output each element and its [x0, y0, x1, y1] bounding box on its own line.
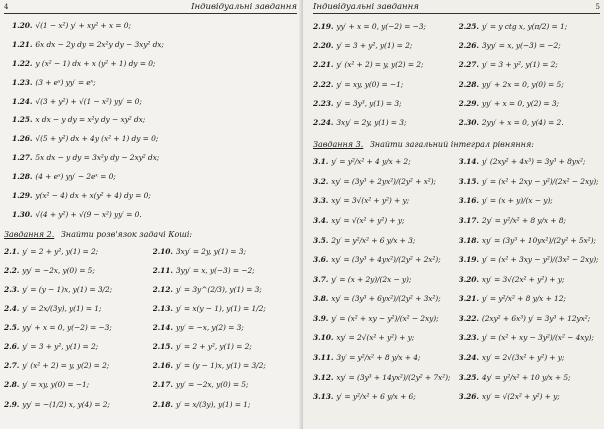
exercise-equation: √(5 + y²) dx + 4y (x² + 1) dy = 0; [35, 134, 159, 144]
right-page [303, 0, 604, 429]
exercise-number: 3.15. [458, 176, 479, 186]
exercise-number: 1.28. [12, 172, 33, 182]
exercise-item [313, 55, 455, 74]
exercise-number: 2.14. [152, 323, 173, 333]
exercise-number: 3.24. [458, 353, 479, 363]
exercise-list-1 [4, 17, 297, 225]
exercise-item [4, 395, 149, 414]
exercise-equation: 4y′ = y²/x² + 10 y/x + 5; [481, 372, 571, 382]
exercise-item [313, 113, 455, 132]
exercise-number: 2.11. [152, 265, 173, 275]
exercise-equation: xy′ = 3√(2x² + y²) + y; [481, 274, 565, 284]
exercise-equation: xy′ = 3√(x² + y²) + y; [331, 196, 410, 206]
exercise-item [459, 36, 601, 55]
exercise-equation: √(4 + y²) + √(9 − x²) yy′ = 0. [35, 209, 142, 219]
section-3-heading [313, 140, 600, 149]
exercise-equation: yy′ + x = 0, y(−2) = −3; [22, 323, 112, 333]
exercise-item [4, 36, 297, 55]
exercise-equation: y′ = 3 + y², y(1) = 2; [336, 41, 413, 51]
exercise-number: 3.23. [458, 333, 479, 343]
exercise-number: 3.20. [458, 274, 479, 284]
exercise-item [459, 309, 601, 329]
section-2-label: Завдання 2. [4, 229, 55, 239]
exercise-number: 3.16. [458, 196, 479, 206]
exercise-item [4, 149, 297, 168]
exercise-equation: y′ = 2 + y², y(1) = 2; [22, 246, 99, 256]
exercise-equation: y′ = 3 + y², y(1) = 2; [481, 60, 558, 70]
exercise-equation: yy′ + x = 0, y(−2) = −3; [336, 22, 426, 31]
exercise-number: 3.11. [313, 353, 334, 363]
exercise-item [313, 191, 455, 211]
exercise-number: 1.26. [12, 134, 33, 144]
exercise-item [313, 36, 455, 55]
exercise-item [459, 348, 601, 368]
exercise-equation: xy′ = (3y³ + 4yx²)/(2y² + 2x²); [331, 255, 441, 265]
exercise-equation: y′ = (x² + xy − y²)/(x² − 2xy); [331, 313, 439, 323]
exercise-equation: 2yy′ + x = 0, y(4) = 2. [481, 117, 564, 127]
exercise-number: 3.22. [458, 313, 479, 323]
exercise-number: 2.12. [152, 284, 173, 294]
exercise-equation: y′ = (x² + xy − 3y²)/(x² − 4xy); [481, 333, 594, 343]
exercise-number: 2.17. [152, 380, 173, 390]
exercise-equation: y′ (x² + 2) = y, y(2) = 2; [336, 60, 424, 70]
exercise-number: 3.10. [313, 333, 334, 343]
exercise-number: 2.1. [4, 246, 20, 256]
exercise-equation: yy′ = −(1/2) x, y(4) = 2; [22, 399, 110, 409]
exercise-number: 2.13. [152, 304, 173, 314]
exercise-equation: y′ = y²/x² + 4 y/x + 2; [331, 157, 411, 167]
exercise-item [4, 261, 149, 280]
exercise-item [459, 211, 601, 231]
exercise-item [153, 375, 298, 394]
exercise-number: 1.24. [12, 96, 33, 106]
exercise-item [4, 242, 149, 261]
exercise-item [153, 318, 298, 337]
exercise-number: 3.3. [313, 196, 329, 206]
exercise-item [459, 368, 601, 388]
exercise-number: 2.23. [313, 98, 334, 108]
exercise-item [313, 368, 455, 388]
exercise-equation: xy′ = (3y³ + 2yx²)/(2y² + x²); [331, 176, 436, 186]
exercise-item [313, 387, 455, 407]
exercise-item [313, 75, 455, 94]
exercise-equation: y′ = y²/x² + 6 y/x + 6; [336, 392, 416, 402]
exercise-item [153, 299, 298, 318]
exercise-item [4, 111, 297, 130]
exercise-number: 2.22. [313, 79, 334, 89]
left-page-number: 4 [4, 3, 9, 11]
exercise-number: 3.25. [458, 372, 479, 382]
exercise-number: 2.18. [152, 399, 173, 409]
exercise-item [459, 152, 601, 172]
exercise-number: 3.14. [458, 157, 479, 167]
exercise-number: 3.6. [313, 255, 329, 265]
exercise-number: 2.25. [458, 22, 479, 31]
exercise-item [4, 187, 297, 206]
exercise-item [153, 395, 298, 414]
exercise-equation: (4 + eˣ) yy′ − 2eˣ = 0; [35, 172, 116, 182]
right-page-header [313, 0, 600, 14]
exercise-item [313, 94, 455, 113]
exercise-number: 3.13. [313, 392, 334, 402]
exercise-item [4, 130, 297, 149]
section-2-text: Знайти розв'язок задачі Коші: [60, 229, 193, 239]
exercise-number: 2.29. [458, 98, 479, 108]
exercise-item [4, 55, 297, 74]
exercise-equation: 3xy′ = 2y, y(1) = 3; [336, 117, 407, 127]
exercise-item [313, 231, 455, 251]
exercise-item [153, 242, 298, 261]
exercise-equation: xy′ = 2√(x² + y²) + y; [336, 333, 415, 343]
exercise-item [4, 17, 297, 36]
exercise-equation: 6x dx − 2y dy = 2x²y dy − 3xy² dx; [35, 39, 164, 49]
exercise-number: 2.3. [4, 284, 20, 294]
exercise-item [313, 289, 455, 309]
exercise-item [313, 309, 455, 329]
exercise-equation: y′ = x(y − 1), y(1) = 1/2; [175, 304, 266, 314]
exercise-number: 1.25. [12, 115, 33, 125]
exercise-number: 2.16. [152, 361, 173, 371]
exercise-number: 3.8. [313, 294, 329, 304]
exercise-item [153, 356, 298, 375]
exercise-number: 2.20. [313, 41, 334, 51]
exercise-equation: xy′ = (3y³ + 6yx²)/(2y² + 3x²); [331, 294, 441, 304]
exercise-equation: x dx − y dy = x²y dy − xy² dx; [35, 115, 146, 125]
exercise-equation: y′ = (x + y)/(x − y); [481, 196, 553, 206]
exercise-item [313, 270, 455, 290]
exercise-equation: √(1 − x²) y′ + xy² + x = 0; [35, 21, 131, 30]
exercise-number: 3.7. [313, 274, 329, 284]
exercise-item [153, 261, 298, 280]
exercise-equation: xy′ = (3y³ + 14yx²)/(2y² + 7x²); [336, 372, 451, 382]
section-3-label: Завдання 3. [313, 140, 364, 150]
exercise-number: 2.10. [152, 246, 173, 256]
exercise-item [459, 172, 601, 192]
exercise-number: 3.18. [458, 235, 479, 245]
exercise-number: 1.29. [12, 191, 33, 201]
exercise-item [459, 250, 601, 270]
exercise-equation: 3yy′ = x, y(−3) = −2; [481, 41, 561, 51]
exercise-item [4, 299, 149, 318]
exercise-number: 2.24. [313, 117, 334, 127]
exercise-number: 2.8. [4, 380, 20, 390]
exercise-number: 2.7. [4, 361, 20, 371]
exercise-item [153, 280, 298, 299]
exercise-item [4, 74, 297, 93]
exercise-number: 2.6. [4, 342, 20, 352]
exercise-item [313, 17, 455, 36]
exercise-equation: y′ (x² + 2) = y, y(2) = 2; [22, 361, 110, 371]
exercise-item [4, 280, 149, 299]
exercise-number: 2.15. [152, 342, 173, 352]
section-3-text: Знайти загальний інтеграл рівняння: [369, 140, 534, 150]
exercise-item [459, 17, 601, 36]
exercise-equation: (2xy² + 6x³) y′ = 3y³ + 12yx²; [481, 313, 591, 323]
exercise-equation: y′ = (x + 2y)/(2x − y); [331, 274, 412, 284]
exercise-item [4, 375, 149, 394]
exercise-item [4, 93, 297, 112]
exercise-number: 1.20. [12, 21, 33, 30]
exercise-equation: xy′ = √(x² + y²) + y; [331, 215, 405, 225]
exercise-equation: 2y′ = y²/x² + 6 y/x + 3; [331, 235, 416, 245]
exercise-number: 3.4. [313, 215, 329, 225]
exercise-number: 3.19. [458, 255, 479, 265]
left-page-header [4, 0, 297, 14]
exercise-equation: y′ = x/(3y), y(1) = 1; [175, 399, 251, 409]
exercise-item [4, 318, 149, 337]
exercise-equation: xy′ = (3y³ + 10yx²)/(2y² + 5x²); [481, 235, 596, 245]
exercise-equation: y′ = xy, y(0) = −1; [336, 79, 404, 89]
exercise-equation: y′ = (y − 1)x, y(1) = 3/2; [22, 284, 113, 294]
exercise-number: 2.21. [313, 60, 334, 70]
exercise-equation: 2y′ = y²/x² + 8 y/x + 8; [481, 215, 566, 225]
exercise-equation: yy′ + 2x = 0, y(0) = 5; [481, 79, 564, 89]
exercise-number: 3.1. [313, 157, 329, 167]
exercise-item [459, 113, 601, 132]
exercise-number: 3.9. [313, 313, 329, 323]
exercise-number: 2.2. [4, 265, 20, 275]
exercise-item [313, 328, 455, 348]
exercise-item [459, 270, 601, 290]
section-2-heading [4, 230, 297, 239]
exercise-equation: √(3 + y²) + √(1 − x²) yy′ = 0; [35, 96, 142, 106]
exercise-item [313, 172, 455, 192]
exercise-number: 1.27. [12, 153, 33, 163]
exercise-equation: y′ = xy, y(0) = −1; [22, 380, 90, 390]
exercise-equation: yy′ + x = 0, y(2) = 3; [481, 98, 559, 108]
exercise-number: 3.21. [458, 294, 479, 304]
exercise-equation: 3xy′ = 2y, y(1) = 3; [175, 246, 246, 256]
exercise-equation: yy′ = −x, y(2) = 3; [175, 323, 244, 333]
exercise-item [4, 168, 297, 187]
exercise-equation: y(x² − 4) dx + x(y² + 4) dy = 0; [35, 191, 151, 201]
exercise-number: 2.26. [458, 41, 479, 51]
exercise-number: 2.9. [4, 399, 20, 409]
exercise-number: 3.5. [313, 235, 329, 245]
exercise-item [459, 94, 601, 113]
exercise-item [4, 337, 149, 356]
exercise-equation: y′ = (x² + 2xy − y²)/(2x² − 2xy); [481, 176, 599, 186]
exercise-item [4, 356, 149, 375]
exercise-equation: y′ = (y − 1)x, y(1) = 3/2; [175, 361, 266, 371]
exercise-number: 1.23. [12, 77, 33, 87]
exercise-item [459, 387, 601, 407]
exercise-number: 1.22. [12, 58, 33, 68]
exercise-equation: yy′ = −2x, y(0) = 5; [22, 265, 95, 275]
exercise-number: 2.4. [4, 304, 20, 314]
exercise-equation: y′ = y ctg x, y(π/2) = 1; [481, 22, 568, 31]
exercise-item [459, 328, 601, 348]
exercise-equation: 3yy′ = x, y(−3) = −2; [175, 265, 255, 275]
exercise-equation: y′ = 3y³, y(1) = 3; [336, 98, 402, 108]
exercise-item [313, 152, 455, 172]
exercise-item [153, 337, 298, 356]
exercise-number: 3.17. [458, 215, 479, 225]
exercise-equation: y′ = 3 + y², y(1) = 2; [22, 342, 99, 352]
exercise-equation: y′ = (x² + 3xy − y²)/(3x² − 2xy); [481, 255, 599, 265]
exercise-equation: yy′ = −2x, y(0) = 5; [175, 380, 249, 390]
exercise-item [459, 231, 601, 251]
exercise-equation: y′ = 2 + y², y(1) = 2; [175, 342, 252, 352]
exercise-number: 2.28. [458, 79, 479, 89]
right-page-header-title: Індивідуальні завдання [313, 2, 419, 12]
exercise-number: 1.30. [12, 209, 33, 219]
exercise-equation: y′ = 2x/(3y), y(1) = 1; [22, 304, 102, 314]
exercise-list-3 [313, 152, 600, 407]
exercise-equation: xy′ = 2√(3x² + y²) + y; [481, 353, 565, 363]
exercise-item [313, 348, 455, 368]
exercise-equation: 3y′ = y²/x² + 8 y/x + 4; [336, 353, 421, 363]
exercise-number: 2.30. [458, 117, 479, 127]
right-page-number: 5 [595, 3, 600, 11]
exercise-item [459, 75, 601, 94]
exercise-number: 3.12. [313, 372, 334, 382]
exercise-equation: (3 + eˣ) yy′ = eˣ; [35, 77, 96, 87]
left-page-header-title: Індивідуальні завдання [191, 2, 297, 12]
exercise-item [459, 55, 601, 74]
exercise-equation: y′ = 3y^(2/3), y(1) = 3; [175, 284, 262, 294]
exercise-item [4, 206, 297, 225]
exercise-number: 2.19. [313, 22, 334, 31]
exercise-number: 2.5. [4, 323, 20, 333]
exercise-number: 2.27. [458, 60, 479, 70]
exercise-list-2 [4, 242, 297, 414]
exercise-equation: xy′ = √(2x² + y²) + y; [481, 392, 560, 402]
exercise-number: 1.21. [12, 39, 33, 49]
exercise-list-2-continued [313, 17, 600, 132]
exercise-equation: y (x² − 1) dx + x (y² + 1) dy = 0; [35, 58, 156, 68]
exercise-item [313, 211, 455, 231]
exercise-equation: y′ (2xy² + 4x³) = 3y³ + 8yx²; [481, 157, 586, 167]
exercise-equation: 5x dx − y dy = 3x²y dy − 2xy² dx; [35, 153, 160, 163]
exercise-item [313, 250, 455, 270]
exercise-number: 3.2. [313, 176, 329, 186]
exercise-item [459, 191, 601, 211]
exercise-equation: y′ = y²/x² + 8 y/x + 12; [481, 294, 566, 304]
exercise-item [459, 289, 601, 309]
exercise-number: 3.26. [458, 392, 479, 402]
